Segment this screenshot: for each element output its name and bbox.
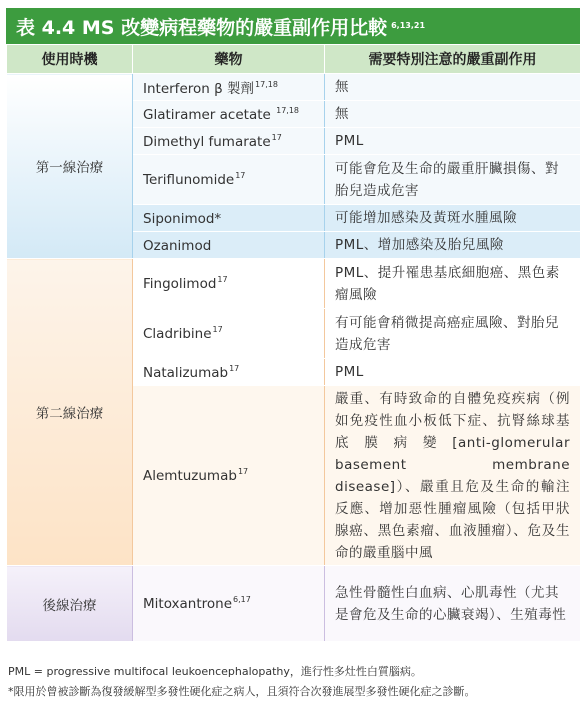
drug-reference: 17 <box>235 171 246 180</box>
effect-cell: PML <box>325 359 581 386</box>
footnote-pml: PML = progressive multifocal leukoencephalopathy，進行性多灶性白質腦病。 <box>8 665 422 678</box>
header-stage: 使用時機 <box>7 45 133 74</box>
drug-reference: 17 <box>229 363 240 373</box>
drug-name: Ozanimod <box>143 237 212 254</box>
drug-name: Alemtuzumab <box>143 468 237 484</box>
table-row <box>7 259 581 309</box>
drug-name: Natalizumab <box>143 364 229 381</box>
table-title <box>6 8 580 44</box>
table-row <box>7 74 581 101</box>
drug-name: Cladribine <box>143 326 212 342</box>
drug-cell <box>133 359 325 386</box>
drug-cell <box>133 309 325 359</box>
drug-cell <box>133 232 325 259</box>
table-row <box>7 566 581 642</box>
drug-cell <box>133 566 325 642</box>
effect-cell: 急性骨髓性白血病、心肌毒性（尤其是會危及生命的心臟衰竭）、生殖毒性 <box>325 566 581 642</box>
header-drug: 藥物 <box>133 45 325 74</box>
drug-cell <box>133 101 325 128</box>
drug-name: Teriflunomide <box>143 172 235 188</box>
drug-cell <box>133 74 325 101</box>
footnotes <box>8 662 582 702</box>
footnote-siponimod: *限用於曾被診斷為復發緩解型多發性硬化症之病人，且須符合次發進展型多發性硬化症之診斷。 <box>8 685 476 698</box>
drug-reference: 17,18 <box>276 105 300 115</box>
side-effects-table <box>6 44 581 642</box>
drug-cell <box>133 128 325 155</box>
title-reference: 6,13,21 <box>391 21 426 30</box>
drug-cell <box>133 155 325 205</box>
stage-cell-first-line: 第一線治療 <box>7 74 133 259</box>
drug-name: Dimethyl fumarate <box>143 133 271 150</box>
header-row <box>7 45 581 74</box>
drug-name: Siponimod* <box>143 210 222 227</box>
effect-cell: 無 <box>325 74 581 101</box>
effect-cell: PML、提升罹患基底細胞癌、黑色素瘤風險 <box>325 259 581 309</box>
effect-cell: PML <box>325 128 581 155</box>
table-title-text: 表 4.4 MS 改變病程藥物的嚴重副作用比較 <box>16 17 388 39</box>
drug-name: Mitoxantrone <box>143 596 233 612</box>
drug-reference: 17,18 <box>255 80 278 89</box>
drug-reference: 17 <box>237 467 249 476</box>
effect-cell: 可能會危及生命的嚴重肝臟損傷、對胎兒造成危害 <box>325 155 581 205</box>
drug-name: Fingolimod <box>143 276 217 292</box>
stage-cell-later-line: 後線治療 <box>7 566 133 642</box>
drug-reference: 17 <box>217 275 228 284</box>
effect-cell: 嚴重、有時致命的自體免疫疾病（例如免疫性血小板低下症、抗腎絲球基底膜病變[anti-glomerular basement membrane disease]）、嚴重且危及生命的輸注反應、增加惡性腫瘤風險（包括甲狀腺癌、黑色素瘤、血液腫瘤）、危及生命的嚴重腦中風 <box>325 386 581 566</box>
drug-cell <box>133 205 325 232</box>
drug-reference: 6,17 <box>233 595 251 604</box>
stage-cell-second-line: 第二線治療 <box>7 259 133 566</box>
drug-cell <box>133 259 325 309</box>
effect-cell: 有可能會稍微提高癌症風險、對胎兒造成危害 <box>325 309 581 359</box>
effect-cell: 無 <box>325 101 581 128</box>
drug-cell <box>133 386 325 566</box>
drug-reference: 17 <box>271 132 282 142</box>
drug-reference: 17 <box>212 325 223 334</box>
drug-name: Glatiramer acetate <box>143 106 276 123</box>
drug-name: Interferon β 製劑 <box>143 81 255 97</box>
header-effect: 需要特別注意的嚴重副作用 <box>325 45 581 74</box>
effect-cell: 可能增加感染及黃斑水腫風險 <box>325 205 581 232</box>
effect-cell: PML、增加感染及胎兒風險 <box>325 232 581 259</box>
